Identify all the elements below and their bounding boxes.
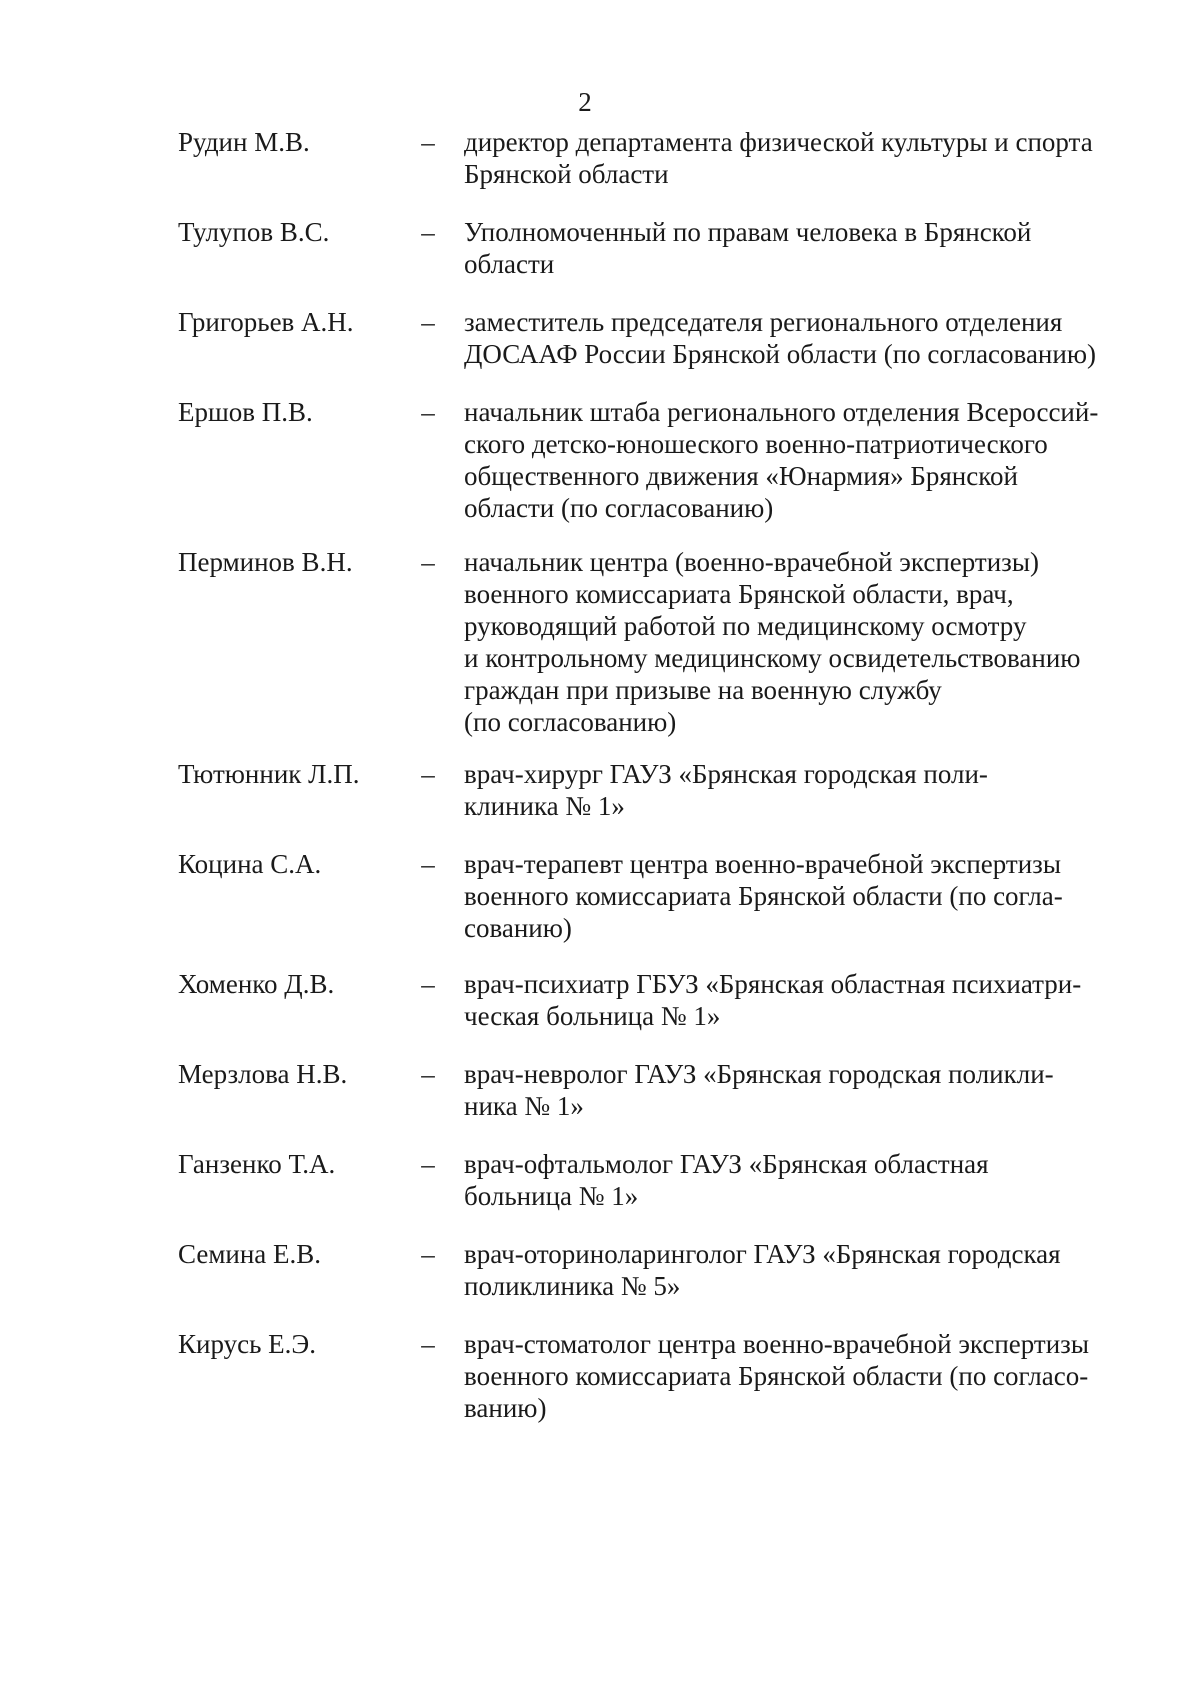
member-name: Хоменко Д.В. — [178, 969, 335, 999]
member-name: Григорьев А.Н. — [178, 307, 354, 337]
page-number: 2 — [578, 87, 592, 117]
position-line: врач-терапевт центра военно-врачебной экспертизы — [464, 849, 1061, 879]
position-line: клиника № 1» — [464, 791, 625, 821]
separator-dash: – — [421, 397, 435, 427]
member-position — [464, 216, 1144, 280]
member-name: Перминов В.Н. — [178, 547, 353, 577]
position-line: и контрольному медицинскому освидетельствованию — [464, 643, 1081, 673]
member-name: Коцина С.А. — [178, 849, 322, 879]
position-line: врач-невролог ГАУЗ «Брянская городская поликли- — [464, 1059, 1054, 1089]
position-line: Уполномоченный по правам человека в Брянской — [464, 217, 1032, 247]
position-line: врач-хирург ГАУЗ «Брянская городская поли- — [464, 759, 988, 789]
position-line: руководящий работой по медицинскому осмотру — [464, 611, 1027, 641]
position-line: начальник центра (военно-врачебной экспертизы) — [464, 547, 1039, 577]
separator-dash: – — [421, 547, 435, 577]
position-line: врач-офтальмолог ГАУЗ «Брянская областная — [464, 1149, 989, 1179]
separator-dash: – — [421, 1239, 435, 1269]
separator-dash: – — [421, 1059, 435, 1089]
member-position — [464, 306, 1144, 370]
position-line: военного комиссариата Брянской области (по согла- — [464, 881, 1063, 911]
member-position — [464, 396, 1144, 524]
position-line: сованию) — [464, 913, 572, 943]
separator-dash: – — [421, 1329, 435, 1359]
member-name: Ганзенко Т.А. — [178, 1149, 336, 1179]
position-line: начальник штаба регионального отделения Всероссий- — [464, 397, 1099, 427]
member-name: Кирусь Е.Э. — [178, 1329, 316, 1359]
separator-dash: – — [421, 969, 435, 999]
position-line: общественного движения «Юнармия» Брянской — [464, 461, 1018, 491]
member-name: Тулупов В.С. — [178, 217, 330, 247]
separator-dash: – — [421, 307, 435, 337]
member-name: Семина Е.В. — [178, 1239, 322, 1269]
separator-dash: – — [421, 849, 435, 879]
member-name: Мерзлова Н.В. — [178, 1059, 348, 1089]
position-line: ческая больница № 1» — [464, 1001, 721, 1031]
position-line: граждан при призыве на военную службу — [464, 675, 942, 705]
position-line: ванию) — [464, 1393, 547, 1423]
member-name: Тютюнник Л.П. — [178, 759, 360, 789]
member-position — [464, 1148, 1144, 1212]
position-line: поликлиника № 5» — [464, 1271, 681, 1301]
member-position — [464, 968, 1144, 1032]
member-position — [464, 546, 1144, 738]
member-position — [464, 758, 1144, 822]
position-line: области (по согласованию) — [464, 493, 774, 523]
position-line: врач-психиатр ГБУЗ «Брянская областная психиатри- — [464, 969, 1082, 999]
position-line: области — [464, 249, 555, 279]
member-position — [464, 1058, 1144, 1122]
position-line: ского детско-юношеского военно-патриотического — [464, 429, 1048, 459]
separator-dash: – — [421, 759, 435, 789]
member-name: Рудин М.В. — [178, 127, 310, 157]
member-position — [464, 1328, 1144, 1424]
position-line: Брянской области — [464, 159, 669, 189]
position-line: заместитель председателя регионального отделения — [464, 307, 1063, 337]
member-name: Ершов П.В. — [178, 397, 313, 427]
position-line: ДОСААФ России Брянской области (по согласованию) — [464, 339, 1096, 369]
separator-dash: – — [421, 217, 435, 247]
position-line: врач-оториноларинголог ГАУЗ «Брянская городская — [464, 1239, 1061, 1269]
position-line: директор департамента физической культуры и спорта — [464, 127, 1093, 157]
member-position — [464, 1238, 1144, 1302]
position-line: больница № 1» — [464, 1181, 639, 1211]
position-line: ника № 1» — [464, 1091, 584, 1121]
position-line: военного комиссариата Брянской области (по согласо- — [464, 1361, 1089, 1391]
position-line: военного комиссариата Брянской области, врач, — [464, 579, 1014, 609]
member-position — [464, 126, 1144, 190]
separator-dash: – — [421, 127, 435, 157]
separator-dash: – — [421, 1149, 435, 1179]
position-line: (по согласованию) — [464, 707, 677, 737]
position-line: врач-стоматолог центра военно-врачебной экспертизы — [464, 1329, 1089, 1359]
member-position — [464, 848, 1144, 944]
